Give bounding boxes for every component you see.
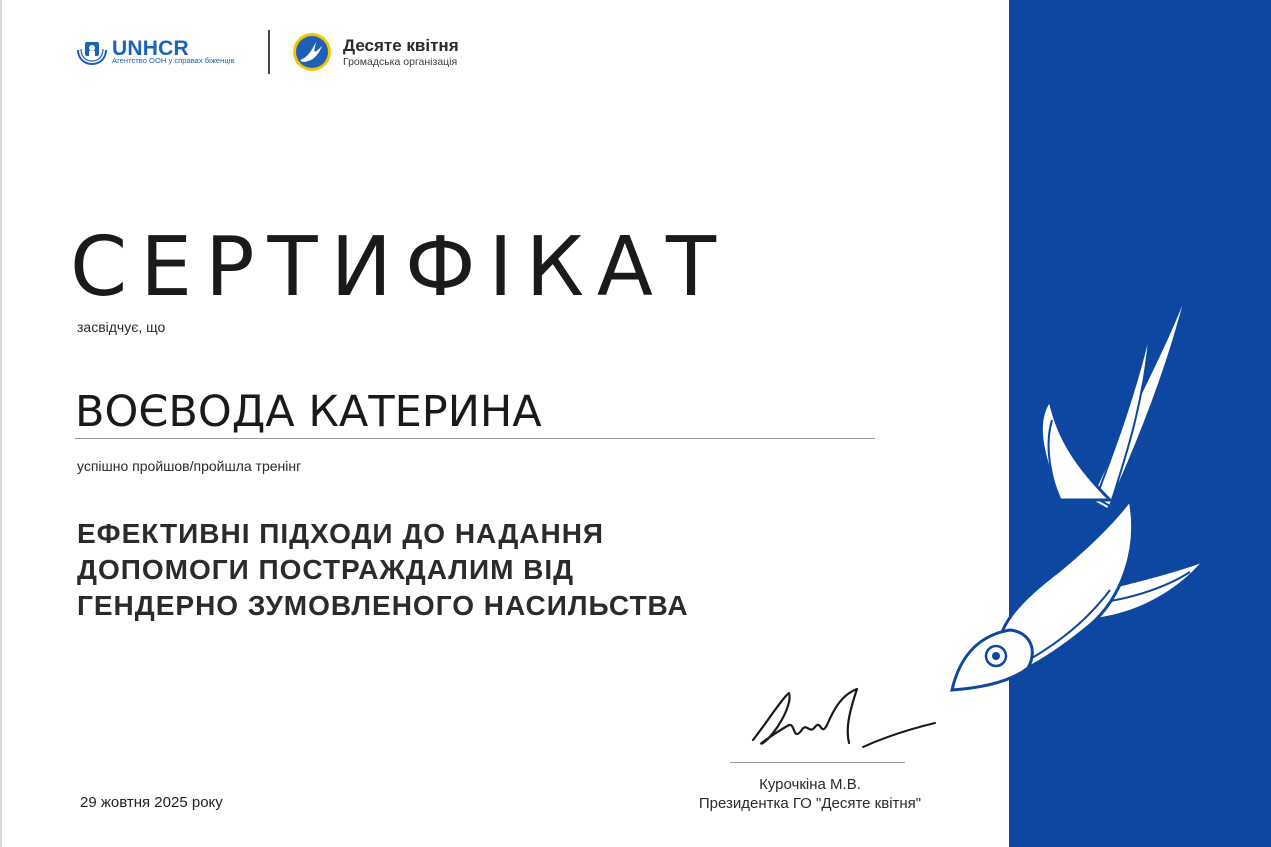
unhcr-logo [75,36,255,70]
course-title [77,516,689,624]
swallow-illustration [940,270,1240,710]
issue-date: 29 жовтня 2025 року [80,794,223,811]
course-title-line: ДОПОМОГИ ПОСТРАЖДАЛИМ ВІД [77,554,575,585]
completion-text: успішно пройшов/пройшла тренінг [77,458,302,474]
signature-line [730,762,905,763]
certificate-title: СЕРТИФІКАТ [70,220,730,315]
partner-subtitle: Громадська організація [343,56,458,68]
page-edge [0,0,2,847]
unhcr-subtitle: Агентство ООН у справах біженців [112,56,235,65]
recipient-name: ВОЄВОДА КАТЕРИНА [75,387,542,437]
signer-name: Курочкіна М.В. [759,776,861,793]
partner-name: Десяте квітня [343,36,459,55]
course-title-line: ГЕНДЕРНО ЗУМОВЛЕНОГО НАСИЛЬСТВА [77,590,689,621]
unhcr-name: UNHCR [112,37,189,60]
recipient-underline [75,438,875,439]
swallow-emblem-icon [292,32,332,72]
signer-title: Президентка ГО "Десяте квітня" [698,795,922,812]
certifies-text: засвідчує, що [77,319,166,335]
unhcr-emblem-icon [75,36,109,66]
signature-image [745,685,940,755]
logo-divider [268,30,270,74]
course-title-line: ЕФЕКТИВНІ ПІДХОДИ ДО НАДАННЯ [77,518,605,549]
